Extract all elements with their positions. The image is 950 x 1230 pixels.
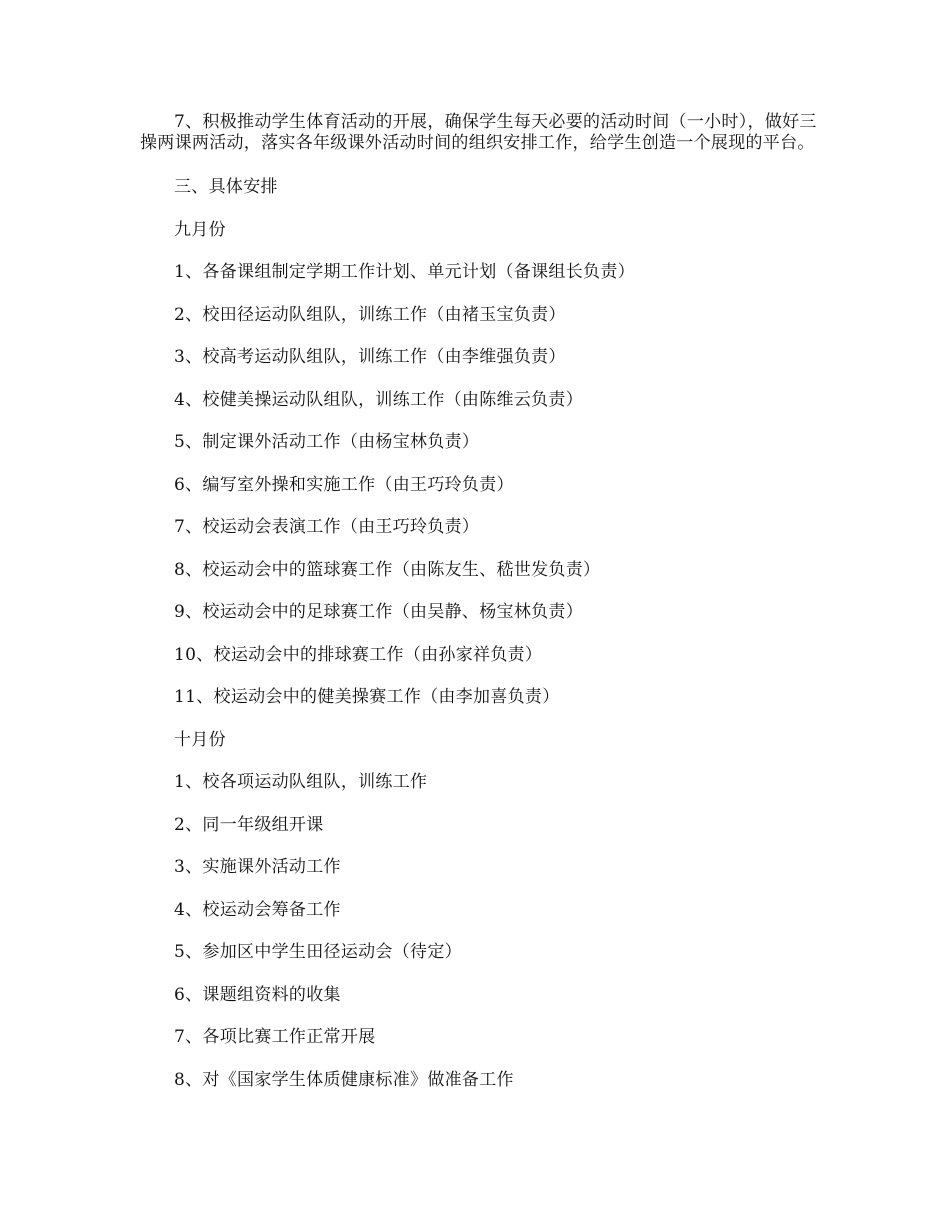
list-item: 4、校健美操运动队组队，训练工作（由陈维云负责） [174,389,584,410]
september-heading: 九月份 [174,219,226,240]
list-item: 1、各备课组制定学期工作计划、单元计划（备课组长负责） [174,262,635,282]
list-item: 2、校田径运动队组队，训练工作（由褚玉宝负责） [174,304,566,325]
list-item: 4、校运动会筹备工作 [174,899,341,920]
document-body [140,112,820,1112]
list-item: 7、各项比赛工作正常开展 [174,1027,376,1047]
list-item: 10、校运动会中的排球赛工作（由孙家祥负责） [174,644,543,665]
list-item: 11、校运动会中的健美操赛工作（由李加喜负责） [174,687,560,707]
list-item: 9、校运动会中的足球赛工作（由吴静、杨宝林负责） [174,602,584,622]
list-item: 2、同一年级组开课 [174,814,324,835]
october-heading: 十月份 [174,729,226,750]
list-item: 6、课题组资料的收集 [174,984,341,1005]
intro-paragraph: 7、积极推动学生体育活动的开展，确保学生每天必要的活动时间（一小时），做好三操两课两活动，落实各年级课外活动时间的组织安排工作，给学生创造一个展现的平台。 [140,112,817,153]
list-item: 3、校高考运动队组队，训练工作（由李维强负责） [174,347,566,367]
list-item: 7、校运动会表演工作（由王巧玲负责） [174,517,480,537]
list-item: 3、实施课外活动工作 [174,857,341,877]
list-item: 1、校各项运动队组队，训练工作 [174,772,428,792]
list-item: 8、对《国家学生体质健康标准》做准备工作 [174,1069,514,1090]
list-item: 5、制定课外活动工作（由杨宝林负责） [174,432,480,452]
list-item: 5、参加区中学生田径运动会（待定） [174,942,462,962]
section-heading: 三、具体安排 [174,177,278,197]
list-item: 8、校运动会中的篮球赛工作（由陈友生、嵇世发负责） [174,559,601,580]
list-item: 6、编写室外操和实施工作（由王巧玲负责） [174,474,514,495]
intro-paragraph-block [140,112,820,154]
